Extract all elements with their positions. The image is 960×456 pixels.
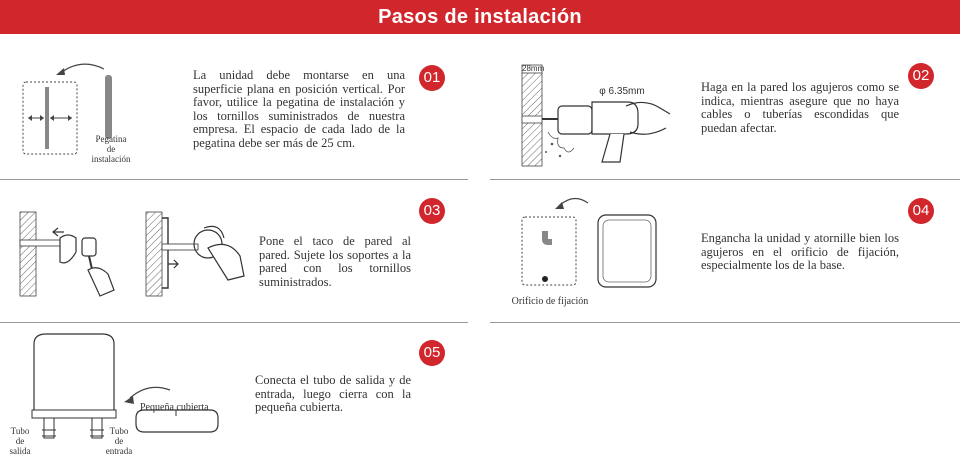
step-03-text: Pone el taco de pared al pared. Sujete los soportes a la pared con los tornillos suministrados. (259, 234, 411, 289)
cover-label: Pequeña cubierta (140, 402, 209, 413)
diameter-label: φ 6.35mm (599, 86, 645, 97)
step-04-badge: 04 (908, 198, 934, 224)
step-02-text: Haga en la pared los agujeros como se indica, mientras asegure que no haya cables o tuberías escondidas que puedan afectar. (701, 80, 899, 135)
step-02-badge: 02 (908, 63, 934, 89)
depth-label: 28mm (522, 64, 545, 73)
step-04-text: Engancha la unidad y atornille bien los agujeros en el orificio de fijación, especialmente los de la base. (701, 231, 899, 272)
sticker-label: Pegatina de instalación (91, 134, 131, 164)
inlet-pipe-label: Tubo de entrada (105, 426, 133, 456)
step-03-badge: 03 (419, 198, 445, 224)
divider (0, 322, 468, 323)
divider (490, 179, 960, 180)
step-01-text: La unidad debe montarse en una superficie plana en posición vertical. Por favor, utilice la pegatina de instalación y los tornillos suministrados de nuestra empresa. El espacio de cada lado de la pegatina debe ser más de 25 cm. (193, 68, 405, 150)
page-title: Pasos de instalación (0, 0, 960, 34)
drill-illustration (518, 62, 678, 166)
divider (490, 322, 960, 323)
step-05-text: Conecta el tubo de salida y de entrada, luego cierra con la pequeña cubierta. (255, 373, 411, 414)
outlet-pipe-label: Tubo de salida (9, 426, 31, 456)
step-01-badge: 01 (419, 65, 445, 91)
anchor-illustration (18, 208, 258, 300)
divider (0, 179, 468, 180)
step-05-badge: 05 (419, 340, 445, 366)
fixing-hole-label: Orificio de fijación (511, 296, 589, 307)
hang-unit-illustration (518, 195, 664, 291)
